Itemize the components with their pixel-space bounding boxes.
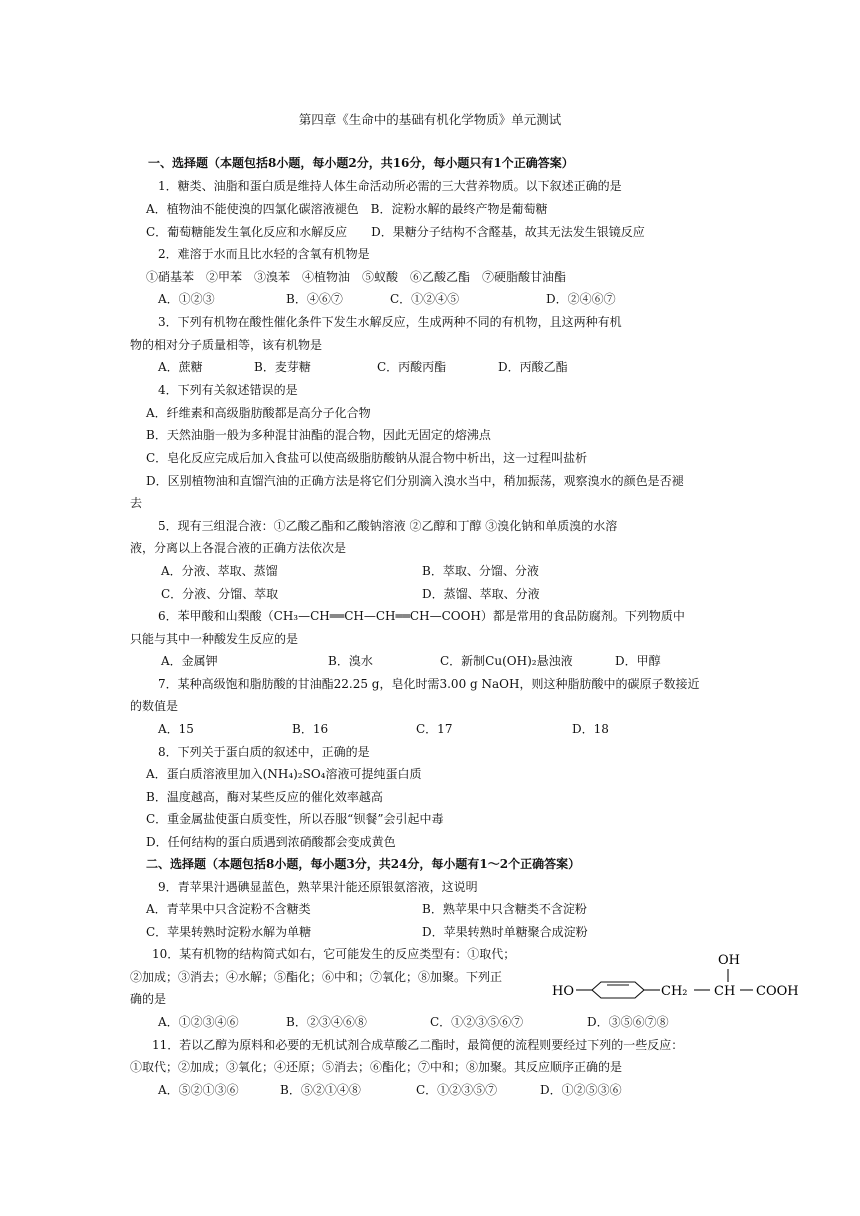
q11-option-a: A．⑤②①③⑥ — [158, 1083, 239, 1097]
q6-option-d: D．甲醇 — [615, 654, 661, 668]
structure-cooh: COOH — [756, 984, 798, 999]
q6-option-a: A．金属钾 — [161, 654, 218, 668]
q5-option-a: A．分液、萃取、蒸馏 — [161, 564, 278, 578]
q7-stem-line2: 的数值是 — [130, 699, 179, 713]
q10-option-d: D．③⑤⑥⑦⑧ — [587, 1015, 669, 1029]
section-1-heading: 一、选择题（本题包括8小题，每小题2分，共16分，每小题只有1个正确答案） — [148, 156, 574, 170]
q3-option-d: D．丙酸乙酯 — [498, 360, 568, 374]
q11-stem-line1: 11．若以乙醇为原料和必要的无机试剂合成草酸乙二酯时，最简便的流程则要经过下列的一些反应： — [152, 1038, 684, 1052]
q5-option-b: B．萃取、分馏、分液 — [422, 564, 539, 578]
q10-stem-line1: 10．某有机物的结构简式如右，它可能发生的反应类型有：①取代； — [152, 947, 516, 961]
q3-option-c: C．丙酸丙酯 — [377, 360, 447, 374]
q3-option-a: A．蔗糖 — [158, 360, 203, 374]
q9-stem: 9．青苹果汁遇碘显蓝色，熟苹果汁能还原银氨溶液，这说明 — [158, 880, 478, 894]
q6-option-b: B．溴水 — [328, 654, 373, 668]
q4-option-c: C．皂化反应完成后加入食盐可以使高级脂肪酸钠从混合物中析出，这一过程叫盐析 — [146, 451, 588, 465]
q9-option-d: D．苹果转熟时单糖聚合成淀粉 — [422, 925, 588, 939]
q8-option-a: A．蛋白质溶液里加入(NH₄)₂SO₄溶液可提纯蛋白质 — [146, 767, 422, 781]
q11-stem-line2: ①取代；②加成；③氧化；④还原；⑤消去；⑥酯化；⑦中和；⑧加聚。其反应顺序正确的是 — [130, 1060, 623, 1074]
q10-option-c: C．①②③⑤⑥⑦ — [430, 1015, 524, 1029]
section-2-heading: 二、选择题（本题包括8小题，每小题3分，共24分，每小题有1～2个正确答案） — [146, 857, 581, 871]
q11-option-c: C．①②③⑤⑦ — [416, 1083, 498, 1097]
q4-stem: 4．下列有关叙述错误的是 — [158, 383, 298, 397]
q6-stem-line1: 6．苯甲酸和山梨酸（CH₃—CH══CH—CH══CH—COOH）都是常用的食品防腐剂。下列物质中 — [158, 609, 685, 623]
q6-option-c: C．新制Cu(OH)₂悬浊液 — [440, 654, 573, 668]
q7-stem-line1: 7．某种高级饱和脂肪酸的甘油酯22.25 g，皂化时需3.00 g NaOH，则这种脂肪酸中的碳原子数接近 — [158, 677, 700, 691]
q11-option-d: D．①②⑤③⑥ — [540, 1083, 622, 1097]
q2-option-d: D．②④⑥⑦ — [546, 292, 616, 306]
benzene-ring — [592, 982, 644, 998]
q8-option-b: B．温度越高，酶对某些反应的催化效率越高 — [146, 790, 383, 804]
q7-option-c: C．17 — [416, 722, 453, 736]
q8-option-d: D．任何结构的蛋白质遇到浓硝酸都会变成黄色 — [146, 835, 396, 849]
structure-ch: CH — [714, 984, 736, 999]
q3-option-b: B．麦芽糖 — [254, 360, 311, 374]
structure-ch2: CH₂ — [661, 984, 688, 999]
q4-option-a: A．纤维素和高级脂肪酸都是高分子化合物 — [146, 406, 371, 420]
q9-option-a: A．青苹果中只含淀粉不含糖类 — [146, 902, 311, 916]
q10-stem-line3: 确的是 — [130, 992, 167, 1006]
structure-svg — [548, 948, 798, 1008]
q9-option-b: B．熟苹果中只含糖类不含淀粉 — [422, 902, 587, 916]
q1-options-cd: C．葡萄糖能发生氧化反应和水解反应 D．果糖分子结构不含醛基，故其无法发生银镜反应 — [146, 225, 645, 239]
q5-option-d: D．蒸馏、萃取、分液 — [422, 587, 540, 601]
q6-stem-line2: 只能与其中一种酸发生反应的是 — [130, 632, 299, 646]
q7-option-b: B．16 — [292, 722, 329, 736]
q2-option-b: B．④⑥⑦ — [286, 292, 343, 306]
q2-option-c: C．①②④⑤ — [390, 292, 460, 306]
q3-stem-line1: 3．下列有机物在酸性催化条件下发生水解反应，生成两种不同的有机物，且这两种有机 — [158, 315, 622, 329]
q3-stem-line2: 物的相对分子质量相等，该有机物是 — [130, 338, 323, 352]
q4-option-d-line1: D．区别植物油和直馏汽油的正确方法是将它们分别滴入溴水当中，稍加振荡，观察溴水的颜色是否褪 — [146, 474, 684, 488]
q2-items: ①硝基苯 ②甲苯 ③溴苯 ④植物油 ⑤蚁酸 ⑥乙酸乙酯 ⑦硬脂酸甘油酯 — [146, 270, 567, 284]
q10-structure-formula — [548, 948, 798, 1008]
q1-options-ab: A．植物油不能使溴的四氯化碳溶液褪色 B．淀粉水解的最终产物是葡萄糖 — [146, 202, 548, 216]
q8-option-c: C．重金属盐使蛋白质变性，所以吞服“钡餐”会引起中毒 — [146, 812, 444, 826]
q5-option-c: C．分液、分馏、萃取 — [161, 587, 279, 601]
q7-option-d: D．18 — [572, 722, 609, 736]
structure-ho: HO — [552, 984, 574, 999]
q4-option-d-line2: 去 — [130, 496, 143, 510]
q10-stem-line2: ②加成；③消去；④水解；⑤酯化；⑥中和；⑦氧化；⑧加聚。下列正 — [130, 970, 503, 984]
q10-option-b: B．②③④⑥⑧ — [286, 1015, 367, 1029]
q1-stem: 1．糖类、油脂和蛋白质是维持人体生命活动所必需的三大营养物质。以下叙述正确的是 — [158, 179, 622, 193]
q9-option-c: C．苹果转熟时淀粉水解为单糖 — [146, 925, 312, 939]
q5-stem-line2: 液，分离以上各混合液的正确方法依次是 — [130, 541, 347, 555]
structure-oh: OH — [718, 953, 740, 968]
q11-option-b: B．⑤②①④⑧ — [280, 1083, 361, 1097]
q4-option-b: B．天然油脂一般为多种混甘油酯的混合物，因此无固定的熔沸点 — [146, 428, 491, 442]
page-title: 第四章《生命中的基础有机化学物质》单元测试 — [298, 112, 562, 127]
q7-option-a: A．15 — [158, 722, 194, 736]
q10-option-a: A．①②③④⑥ — [158, 1015, 239, 1029]
q2-option-a: A．①②③ — [158, 292, 215, 306]
q8-stem: 8．下列关于蛋白质的叙述中，正确的是 — [158, 745, 370, 759]
q5-stem-line1: 5．现有三组混合液：①乙酸乙酯和乙酸钠溶液 ②乙醇和丁醇 ③溴化钠和单质溴的水溶 — [158, 519, 618, 533]
q2-stem: 2．难溶于水而且比水轻的含氧有机物是 — [158, 247, 370, 261]
